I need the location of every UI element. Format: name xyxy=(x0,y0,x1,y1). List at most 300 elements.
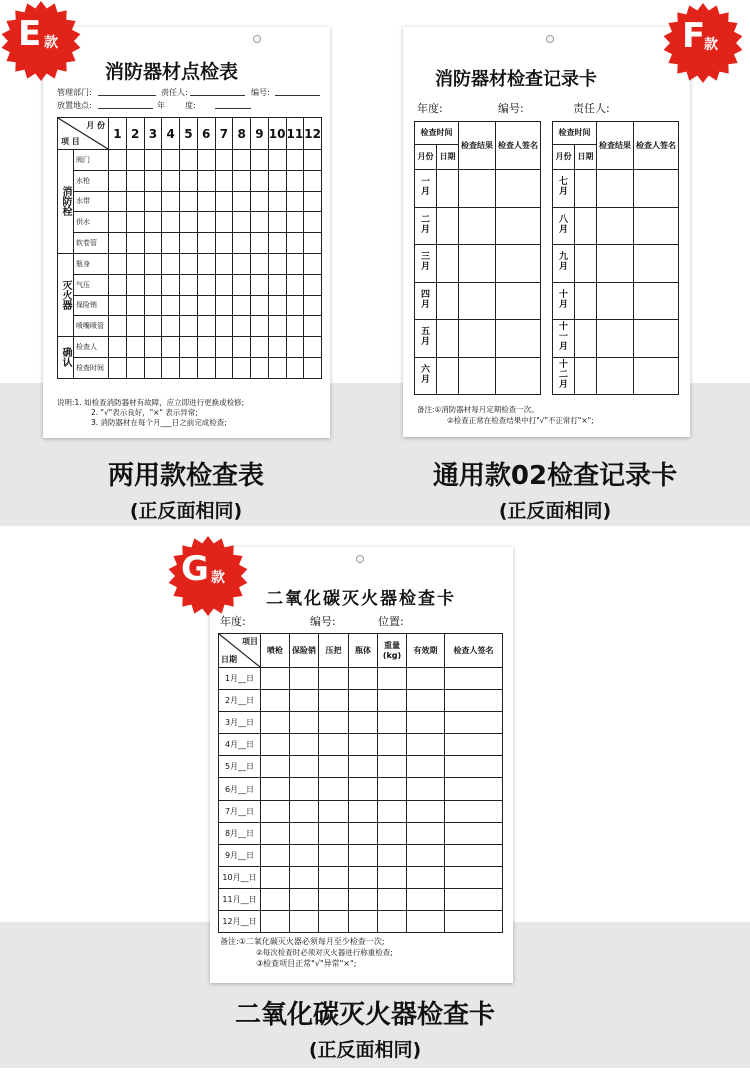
column-header: 喷枪 xyxy=(261,634,290,668)
month-header: 5 xyxy=(180,118,198,150)
check-cell xyxy=(144,170,162,191)
check-cell xyxy=(126,212,144,233)
check-cell xyxy=(378,690,407,712)
badge-f: F 款 xyxy=(662,2,744,84)
check-cell xyxy=(233,233,251,254)
meta-person: 责任人: xyxy=(161,88,188,97)
check-cell xyxy=(268,357,286,378)
meta-number: 编号: xyxy=(251,88,270,97)
month-label: 四月 xyxy=(415,282,437,320)
check-cell xyxy=(286,212,304,233)
check-cell xyxy=(378,844,407,866)
check-cell xyxy=(290,844,319,866)
header-result: 检查结果 xyxy=(597,122,634,170)
item-label: 喷嘴喷管 xyxy=(74,316,109,337)
month-label: 八月 xyxy=(553,207,575,245)
check-cell xyxy=(378,888,407,910)
check-cell xyxy=(319,888,349,910)
check-cell xyxy=(378,778,407,800)
meta-year-label: 度: xyxy=(185,101,196,110)
check-cell xyxy=(407,756,445,778)
check-cell xyxy=(319,911,349,933)
check-cell xyxy=(261,866,290,888)
check-cell xyxy=(268,150,286,171)
column-header: 重量(kg) xyxy=(378,634,407,668)
check-cell xyxy=(268,253,286,274)
corner-label: 项 目 xyxy=(61,137,80,146)
check-cell xyxy=(215,295,233,316)
check-cell xyxy=(126,337,144,358)
item-label: 瓶身 xyxy=(74,253,109,274)
check-cell xyxy=(233,150,251,171)
month-header: 9 xyxy=(251,118,269,150)
record-cell xyxy=(437,207,459,245)
check-cell xyxy=(319,866,349,888)
item-label: 水带 xyxy=(74,191,109,212)
check-cell xyxy=(126,233,144,254)
card-g xyxy=(210,547,513,983)
check-cell xyxy=(290,866,319,888)
check-cell xyxy=(126,274,144,295)
month-header: 10 xyxy=(268,118,286,150)
check-cell xyxy=(304,233,322,254)
check-cell xyxy=(445,712,503,734)
check-cell xyxy=(407,778,445,800)
header-inspector: 检查人签名 xyxy=(496,122,541,170)
caption-title: 二氧化碳灭火器检查卡 xyxy=(234,1000,495,1030)
check-cell xyxy=(445,734,503,756)
check-cell xyxy=(268,274,286,295)
check-cell xyxy=(261,756,290,778)
check-cell xyxy=(290,734,319,756)
column-header: 压把 xyxy=(319,634,349,668)
column-header: 保险销 xyxy=(290,634,319,668)
table-corner xyxy=(58,118,109,150)
caption-subtitle: (正反面相同) xyxy=(308,1039,422,1061)
check-cell xyxy=(290,888,319,910)
record-table-right xyxy=(552,121,679,395)
table-corner xyxy=(219,634,261,668)
check-cell xyxy=(378,911,407,933)
record-cell xyxy=(634,282,679,320)
check-cell xyxy=(109,274,127,295)
header-day: 日期 xyxy=(437,145,459,170)
check-cell xyxy=(144,212,162,233)
date-label: 11月__日 xyxy=(219,888,261,910)
check-cell xyxy=(407,866,445,888)
check-cell xyxy=(180,357,198,378)
check-cell xyxy=(233,295,251,316)
month-label: 十月 xyxy=(553,282,575,320)
check-cell xyxy=(215,191,233,212)
check-cell xyxy=(304,212,322,233)
check-cell xyxy=(126,357,144,378)
date-label: 8月__日 xyxy=(219,822,261,844)
check-cell xyxy=(290,756,319,778)
month-header: 12 xyxy=(304,118,322,150)
record-cell xyxy=(437,320,459,358)
caption-e xyxy=(86,455,286,523)
check-cell xyxy=(197,233,215,254)
month-header: 6 xyxy=(197,118,215,150)
record-cell xyxy=(437,245,459,283)
month-header: 3 xyxy=(144,118,162,150)
item-label: 检查时间 xyxy=(74,357,109,378)
record-cell xyxy=(597,357,634,395)
check-cell xyxy=(109,316,127,337)
check-cell xyxy=(215,357,233,378)
column-header: 瓶体 xyxy=(349,634,378,668)
check-cell xyxy=(215,253,233,274)
meta-location: 位置: xyxy=(378,615,404,628)
check-cell xyxy=(349,844,378,866)
record-cell xyxy=(496,170,541,208)
check-cell xyxy=(180,150,198,171)
record-cell xyxy=(597,320,634,358)
check-cell xyxy=(180,191,198,212)
check-cell xyxy=(319,712,349,734)
meta-location: 放置地点: xyxy=(57,101,92,110)
check-cell xyxy=(197,274,215,295)
check-cell xyxy=(445,778,503,800)
check-cell xyxy=(304,170,322,191)
caption-subtitle: (正反面相同) xyxy=(498,500,612,522)
check-cell xyxy=(233,191,251,212)
note-line: 2. "√"表示良好，"×" 表示异常; xyxy=(91,408,198,417)
note-line: ③检查项目正常"√"异常"×"; xyxy=(256,959,357,968)
check-cell xyxy=(109,150,127,171)
check-cell xyxy=(319,734,349,756)
check-cell xyxy=(197,337,215,358)
corner-label: 项目 xyxy=(242,637,258,646)
record-cell xyxy=(634,320,679,358)
check-cell xyxy=(109,253,127,274)
caption-f xyxy=(420,455,690,523)
check-cell xyxy=(319,668,349,690)
group-label: 灭火器 xyxy=(58,253,74,336)
month-header: 11 xyxy=(286,118,304,150)
check-cell xyxy=(261,690,290,712)
check-cell xyxy=(180,295,198,316)
card-title: 消防器材点检表 xyxy=(105,61,239,83)
check-cell xyxy=(286,191,304,212)
check-cell xyxy=(349,756,378,778)
meta-year: 年 xyxy=(157,101,165,110)
check-cell xyxy=(233,357,251,378)
check-cell xyxy=(319,690,349,712)
month-header: 2 xyxy=(126,118,144,150)
check-cell xyxy=(162,357,180,378)
meta-person: 责任人: xyxy=(573,102,610,115)
check-cell xyxy=(290,822,319,844)
check-cell xyxy=(378,734,407,756)
check-cell xyxy=(349,690,378,712)
check-cell xyxy=(197,357,215,378)
badge-e: E 款 xyxy=(0,0,82,82)
check-cell xyxy=(349,888,378,910)
check-cell xyxy=(197,191,215,212)
check-cell xyxy=(286,337,304,358)
check-cell xyxy=(162,274,180,295)
check-cell xyxy=(261,712,290,734)
check-cell xyxy=(251,253,269,274)
record-cell xyxy=(597,282,634,320)
check-cell xyxy=(109,295,127,316)
check-cell xyxy=(180,274,198,295)
check-cell xyxy=(349,668,378,690)
check-cell xyxy=(319,844,349,866)
check-cell xyxy=(407,844,445,866)
check-cell xyxy=(261,778,290,800)
check-cell xyxy=(162,212,180,233)
check-cell xyxy=(290,800,319,822)
check-cell xyxy=(268,233,286,254)
month-header: 4 xyxy=(162,118,180,150)
check-cell xyxy=(215,316,233,337)
check-cell xyxy=(180,212,198,233)
check-cell xyxy=(126,253,144,274)
check-cell xyxy=(109,233,127,254)
check-cell xyxy=(286,295,304,316)
check-cell xyxy=(215,150,233,171)
record-cell xyxy=(634,207,679,245)
column-header: 检查人签名 xyxy=(445,634,503,668)
check-cell xyxy=(304,253,322,274)
check-cell xyxy=(251,316,269,337)
meta-number: 编号: xyxy=(310,615,336,628)
check-cell xyxy=(286,150,304,171)
check-cell xyxy=(378,712,407,734)
check-cell xyxy=(268,212,286,233)
card-title: 消防器材检查记录卡 xyxy=(435,69,597,90)
meta-number: 编号: xyxy=(498,102,524,115)
check-cell xyxy=(215,337,233,358)
check-cell xyxy=(233,253,251,274)
check-cell xyxy=(233,274,251,295)
note-line: 备注:①消防器材每月定期检查一次。 xyxy=(417,405,539,414)
month-label: 十一月 xyxy=(553,320,575,358)
month-label: 二月 xyxy=(415,207,437,245)
check-cell xyxy=(445,800,503,822)
check-cell xyxy=(215,274,233,295)
check-cell xyxy=(286,316,304,337)
check-cell xyxy=(109,191,127,212)
check-cell xyxy=(197,316,215,337)
check-cell xyxy=(144,191,162,212)
record-cell xyxy=(459,282,496,320)
check-cell xyxy=(251,191,269,212)
date-label: 10月__日 xyxy=(219,866,261,888)
check-cell xyxy=(304,357,322,378)
card-e xyxy=(43,27,330,438)
check-cell xyxy=(162,253,180,274)
check-cell xyxy=(251,150,269,171)
check-cell xyxy=(251,170,269,191)
record-cell xyxy=(496,320,541,358)
note-line: ②每次检查时必须对灭火器进行称重检查; xyxy=(256,948,393,957)
check-cell xyxy=(286,170,304,191)
check-cell xyxy=(349,911,378,933)
date-label: 2月__日 xyxy=(219,690,261,712)
check-cell xyxy=(180,170,198,191)
month-label: 十二月 xyxy=(553,357,575,395)
caption-title: 两用款检查表 xyxy=(107,461,264,491)
record-cell xyxy=(575,245,597,283)
check-cell xyxy=(261,911,290,933)
check-cell xyxy=(144,150,162,171)
check-cell xyxy=(126,150,144,171)
record-cell xyxy=(634,245,679,283)
check-cell xyxy=(286,274,304,295)
check-cell xyxy=(251,274,269,295)
co2-inspection-table xyxy=(218,633,503,933)
check-cell xyxy=(304,295,322,316)
record-cell xyxy=(459,320,496,358)
check-cell xyxy=(261,888,290,910)
check-cell xyxy=(445,756,503,778)
check-cell xyxy=(126,170,144,191)
check-cell xyxy=(319,800,349,822)
check-cell xyxy=(304,337,322,358)
month-label: 一月 xyxy=(415,170,437,208)
check-cell xyxy=(144,357,162,378)
date-label: 12月__日 xyxy=(219,911,261,933)
check-cell xyxy=(251,295,269,316)
item-label: 气压 xyxy=(74,274,109,295)
check-cell xyxy=(197,150,215,171)
check-cell xyxy=(407,911,445,933)
record-cell xyxy=(575,320,597,358)
hanging-hole xyxy=(356,555,364,563)
card-f xyxy=(403,27,690,437)
date-label: 7月__日 xyxy=(219,800,261,822)
check-cell xyxy=(286,357,304,378)
check-cell xyxy=(319,756,349,778)
check-cell xyxy=(180,253,198,274)
check-cell xyxy=(290,712,319,734)
check-cell xyxy=(261,822,290,844)
check-cell xyxy=(349,822,378,844)
check-cell xyxy=(407,888,445,910)
check-cell xyxy=(407,800,445,822)
record-cell xyxy=(575,170,597,208)
check-cell xyxy=(180,233,198,254)
check-cell xyxy=(268,295,286,316)
check-cell xyxy=(304,316,322,337)
check-cell xyxy=(251,337,269,358)
record-cell xyxy=(437,170,459,208)
check-cell xyxy=(197,212,215,233)
check-cell xyxy=(126,295,144,316)
check-cell xyxy=(144,337,162,358)
check-cell xyxy=(109,170,127,191)
note-line: ②检查正常在检查结果中打"√"不正常打"×"; xyxy=(447,416,594,425)
check-cell xyxy=(162,295,180,316)
check-cell xyxy=(445,911,503,933)
badge-g: G 款 xyxy=(167,535,249,617)
corner-label: 月 份 xyxy=(86,121,105,130)
group-label: 消防栓 xyxy=(58,150,74,254)
check-cell xyxy=(378,756,407,778)
check-cell xyxy=(162,233,180,254)
check-cell xyxy=(251,212,269,233)
header-result: 检查结果 xyxy=(459,122,496,170)
check-cell xyxy=(261,734,290,756)
check-cell xyxy=(144,295,162,316)
check-cell xyxy=(378,800,407,822)
check-cell xyxy=(319,822,349,844)
group-label: 确认 xyxy=(58,337,74,379)
record-cell xyxy=(459,245,496,283)
corner-label: 日期 xyxy=(221,655,237,664)
check-cell xyxy=(445,822,503,844)
check-cell xyxy=(162,316,180,337)
check-cell xyxy=(268,316,286,337)
caption-subtitle: (正反面相同) xyxy=(129,500,243,522)
record-cell xyxy=(634,357,679,395)
column-header: 有效期 xyxy=(407,634,445,668)
check-cell xyxy=(349,800,378,822)
record-cell xyxy=(597,170,634,208)
check-cell xyxy=(233,337,251,358)
inspection-table xyxy=(57,117,322,379)
header-day: 日期 xyxy=(575,145,597,170)
meta-year: 年度: xyxy=(220,615,246,628)
note-line: 说明:1. 如检查消防器材有故障，应立即进行更换或检修; xyxy=(57,398,245,407)
month-label: 五月 xyxy=(415,320,437,358)
date-label: 1月__日 xyxy=(219,668,261,690)
record-cell xyxy=(459,207,496,245)
check-cell xyxy=(445,844,503,866)
header-month: 月份 xyxy=(415,145,437,170)
record-cell xyxy=(496,282,541,320)
item-label: 阀门 xyxy=(74,150,109,171)
record-cell xyxy=(437,357,459,395)
check-cell xyxy=(378,822,407,844)
check-cell xyxy=(215,233,233,254)
check-cell xyxy=(144,274,162,295)
check-cell xyxy=(180,316,198,337)
check-cell xyxy=(251,233,269,254)
check-cell xyxy=(233,212,251,233)
record-cell xyxy=(496,357,541,395)
check-cell xyxy=(215,170,233,191)
check-cell xyxy=(290,778,319,800)
caption-title: 通用款02检查记录卡 xyxy=(432,461,678,491)
check-cell xyxy=(304,150,322,171)
month-header: 7 xyxy=(215,118,233,150)
record-cell xyxy=(575,282,597,320)
check-cell xyxy=(378,668,407,690)
check-cell xyxy=(268,337,286,358)
check-cell xyxy=(109,212,127,233)
check-cell xyxy=(445,866,503,888)
header-check-time: 检查时间 xyxy=(415,122,459,145)
month-header: 8 xyxy=(233,118,251,150)
check-cell xyxy=(233,170,251,191)
check-cell xyxy=(304,274,322,295)
check-cell xyxy=(349,866,378,888)
record-cell xyxy=(459,170,496,208)
check-cell xyxy=(126,316,144,337)
check-cell xyxy=(407,734,445,756)
record-cell xyxy=(496,207,541,245)
item-label: 保险销 xyxy=(74,295,109,316)
check-cell xyxy=(378,866,407,888)
header-inspector: 检查人签名 xyxy=(634,122,679,170)
check-cell xyxy=(126,191,144,212)
record-cell xyxy=(575,357,597,395)
